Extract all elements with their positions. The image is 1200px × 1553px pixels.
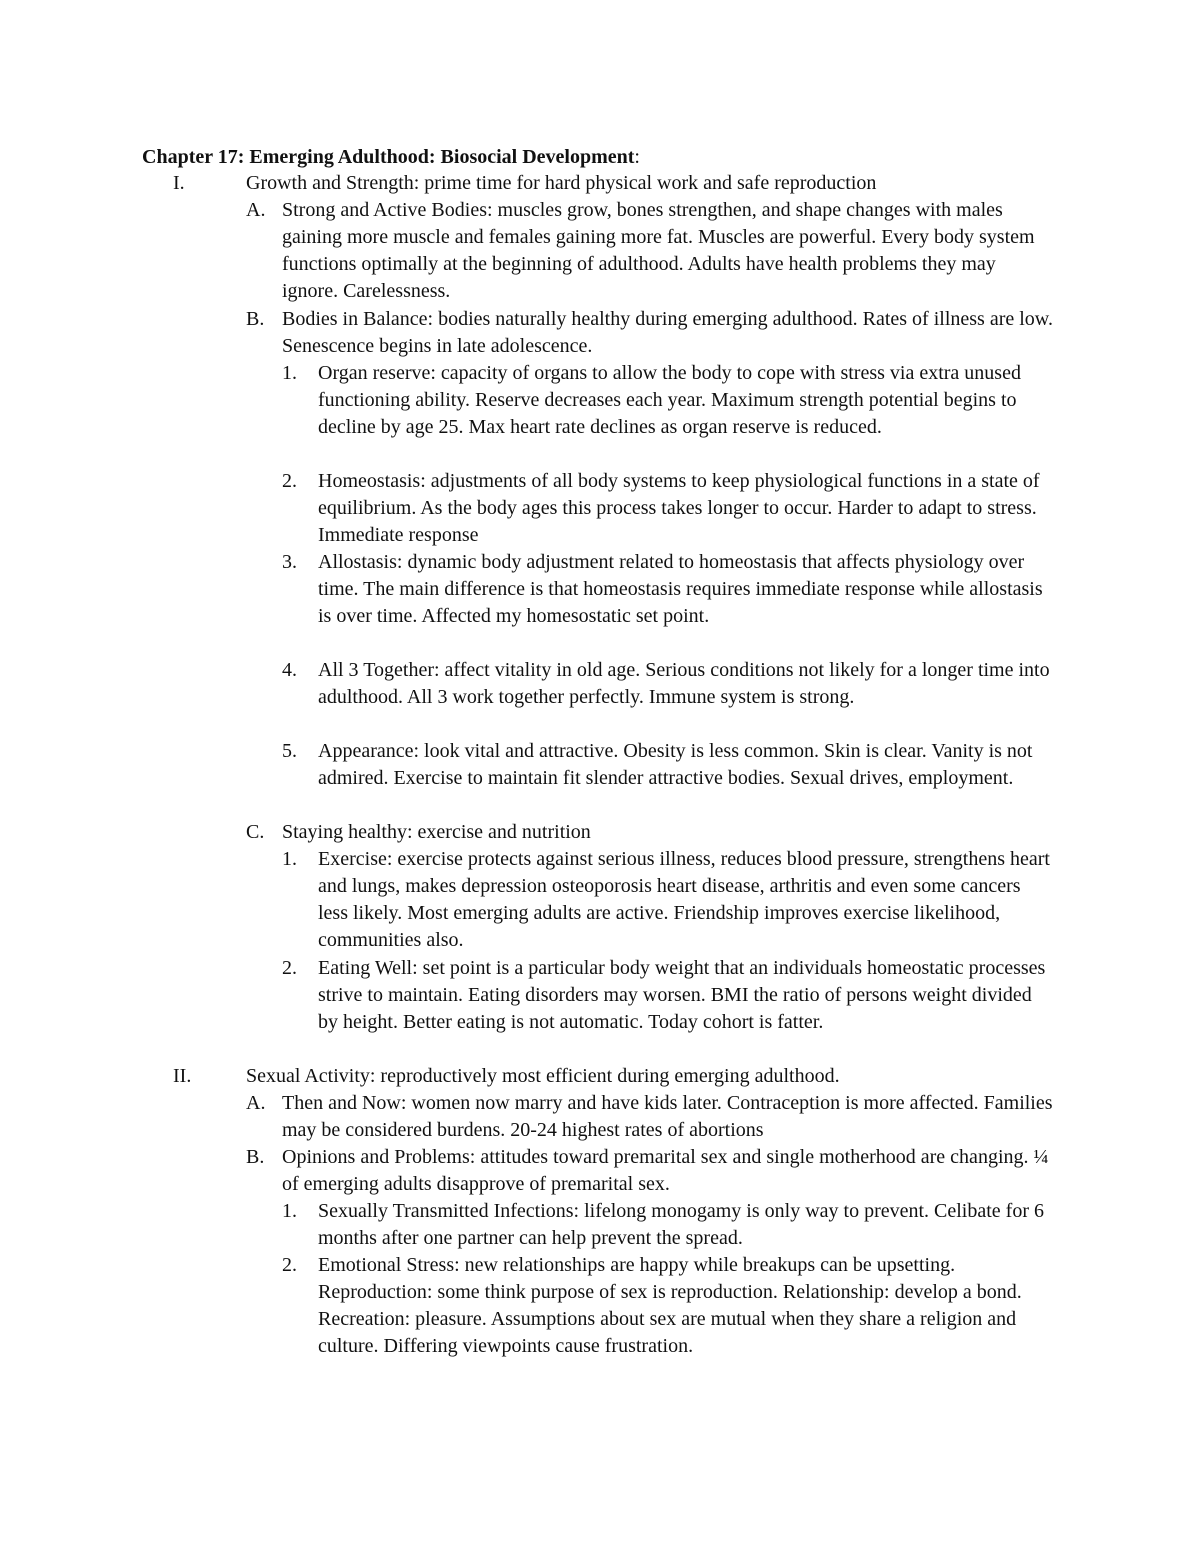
item-text: Staying healthy: exercise and nutrition: [282, 821, 591, 843]
subitem-marker: 3.: [282, 551, 297, 573]
outline-subitem-1b1: [282, 360, 1054, 441]
subitem-marker: 2.: [282, 470, 297, 492]
subitem-marker: 4.: [282, 659, 297, 681]
outline-subitem-1b2: [282, 468, 1054, 549]
item-marker: B.: [246, 308, 265, 330]
outline-item-1a: [246, 197, 1056, 305]
section-text: Growth and Strength: prime time for hard physical work and safe reproduction: [246, 172, 877, 194]
outline-subitem-1c1: [282, 846, 1054, 954]
outline-subitem-1c2: [282, 955, 1054, 1036]
item-marker: C.: [246, 821, 265, 843]
outline-subitem-1b5: [282, 738, 1054, 792]
subitem-marker: 1.: [282, 848, 297, 870]
subitem-text: All 3 Together: affect vitality in old age. Serious conditions not likely for a longer time into adulthood. All 3 work together perfectly. Immune system is strong.: [318, 659, 1050, 709]
subitem-text: Sexually Transmitted Infections: lifelong monogamy is only way to prevent. Celibate for 6 months after one partner can help prevent the spread.: [318, 1200, 1044, 1250]
item-text: Then and Now: women now marry and have kids later. Contraception is more affected. Families may be considered burdens. 20-24 highest rates of abortions: [282, 1092, 1053, 1142]
outline-subitem-1b3: [282, 549, 1054, 630]
item-marker: A.: [246, 1092, 266, 1114]
subitem-text: Eating Well: set point is a particular body weight that an individuals homeostatic processes strive to maintain. Eating disorders may worsen. BMI the ratio of persons weight divided by height. Better eating is not automatic. Today cohort is fatter.: [318, 957, 1046, 1034]
section-text: Sexual Activity: reproductively most efficient during emerging adulthood.: [246, 1065, 840, 1087]
subitem-text: Appearance: look vital and attractive. Obesity is less common. Skin is clear. Vanity is not admired. Exercise to maintain fit slender attractive bodies. Sexual drives, employment.: [318, 740, 1033, 790]
page-title: [142, 144, 640, 171]
outline-item-1b: [246, 306, 1056, 360]
outline-item-2b: [246, 1144, 1056, 1198]
item-text: Bodies in Balance: bodies naturally healthy during emerging adulthood. Rates of illness are low. Senescence begins in late adolescence.: [282, 308, 1053, 358]
section-marker: II.: [173, 1065, 192, 1087]
section-marker: I.: [173, 172, 185, 194]
subitem-text: Exercise: exercise protects against serious illness, reduces blood pressure, strengthens heart and lungs, makes depression osteoporosis heart disease, arthritis and even some cancers less likely. Most emerging adults are active. Friendship improves exercise likelihood, communities also.: [318, 848, 1050, 952]
subitem-marker: 2.: [282, 957, 297, 979]
item-text: Strong and Active Bodies: muscles grow, bones strengthen, and shape changes with males gaining more muscle and females gaining more fat. Muscles are powerful. Every body system functions optimally at the beginning of adulthood. Adults have health problems they may ignore. Carelessness.: [282, 199, 1035, 303]
outline-section-1: [173, 170, 1073, 197]
outline-item-2a: [246, 1090, 1056, 1144]
subitem-marker: 2.: [282, 1254, 297, 1276]
title-bold: Chapter 17: Emerging Adulthood: Biosocial Development: [142, 146, 635, 168]
outline-subitem-1b4: [282, 657, 1054, 711]
subitem-marker: 1.: [282, 1200, 297, 1222]
subitem-text: Organ reserve: capacity of organs to allow the body to cope with stress via extra unused functioning ability. Reserve decreases each year. Maximum strength potential begins to decline by age 25. Max heart rate declines as organ reserve is reduced.: [318, 362, 1021, 439]
subitem-marker: 5.: [282, 740, 297, 762]
outline-item-1c: [246, 819, 1056, 846]
item-text: Opinions and Problems: attitudes toward premarital sex and single motherhood are changing. ¼ of emerging adults disapprove of premarital sex.: [282, 1146, 1049, 1196]
subitem-text: Homeostasis: adjustments of all body systems to keep physiological functions in a state of equilibrium. As the body ages this process takes longer to occur. Harder to adapt to stress. Immediate response: [318, 470, 1040, 547]
outline-section-2: [173, 1063, 1073, 1090]
item-marker: B.: [246, 1146, 265, 1168]
subitem-marker: 1.: [282, 362, 297, 384]
subitem-text: Allostasis: dynamic body adjustment related to homeostasis that affects physiology over time. The main difference is that homeostasis requires immediate response while allostasis is over time. Affected my homesostatic set point.: [318, 551, 1043, 628]
outline-subitem-2b2: [282, 1252, 1054, 1360]
subitem-text: Emotional Stress: new relationships are happy while breakups can be upsetting. Reproduction: some think purpose of sex is reproduction. Relationship: develop a bond. Recreation: pleasure. Assumptions about sex are mutual when they share a religion and culture. Differing viewpoints cause frustration.: [318, 1254, 1022, 1358]
outline-subitem-2b1: [282, 1198, 1054, 1252]
item-marker: A.: [246, 199, 266, 221]
title-suffix: :: [634, 146, 640, 168]
